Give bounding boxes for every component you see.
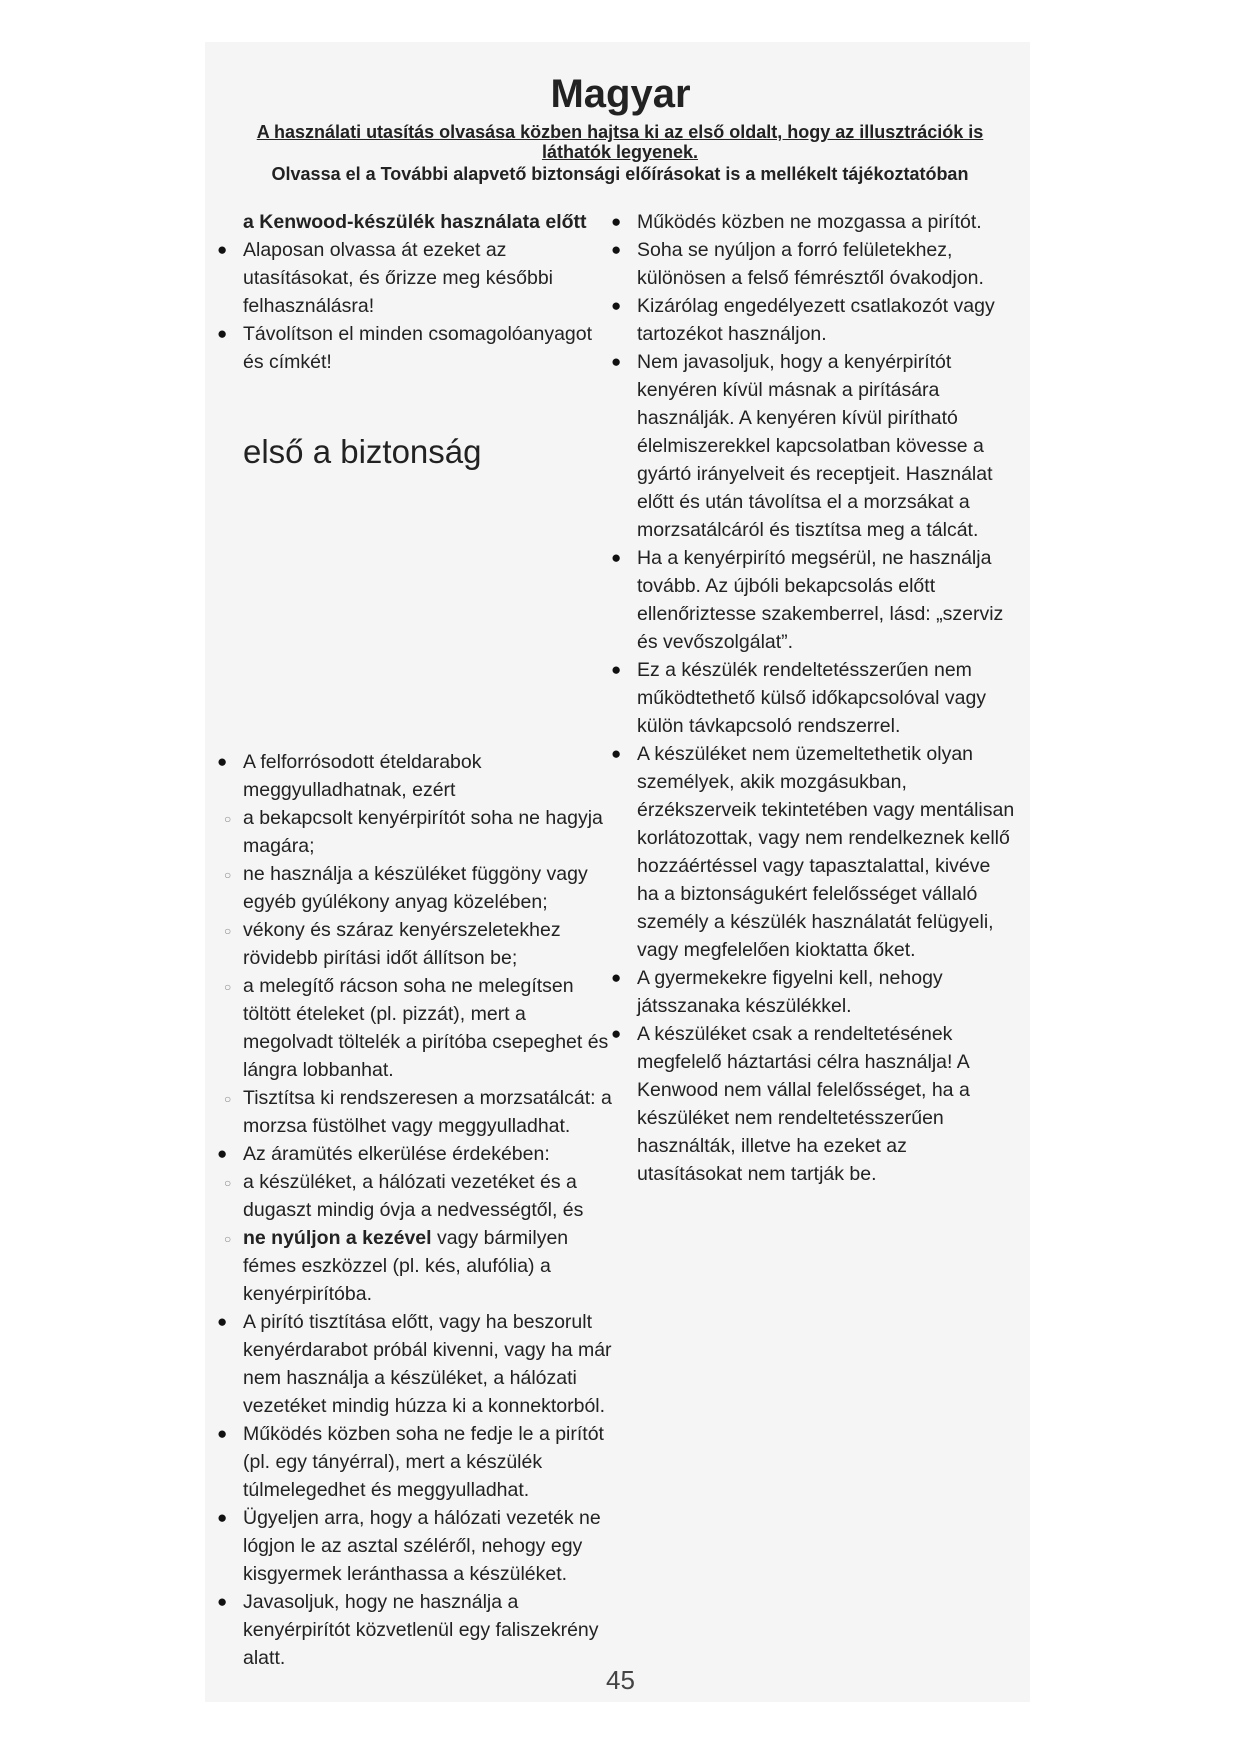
right-column — [637, 208, 1017, 1188]
list-item: ● A felforrósodott ételdarabok meggyulladhatnak, ezért — [243, 748, 613, 804]
sub-list-item — [243, 1224, 613, 1308]
list-item: ● Kizárólag engedélyezett csatlakozót vagy tartozékot használjon. — [637, 292, 1017, 348]
list-item: ● Távolítson el minden csomagolóanyagot és címkét! — [243, 320, 613, 376]
list-item: ● A pirító tisztítása előtt, vagy ha beszorult kenyérdarabot próbál kivenni, vagy ha már nem használja a készüléket, a hálózati vezetéket mindig húzza ki a konnektorból. — [243, 1308, 613, 1420]
sub-list-item: ○ a melegítő rácson soha ne melegítsen töltött ételeket (pl. pizzát), mert a megolvadt töltelék a pirítóba csepeghet és lángra lobbanhat. — [243, 972, 613, 1084]
foldout-instruction: A használati utasítás olvasása közben hajtsa ki az első oldalt, hogy az illusztrációk is láthatók legyenek. — [256, 122, 984, 162]
page-number: 45 — [606, 1665, 635, 1695]
emphasis-text: ne nyúljon a kezével — [243, 1227, 432, 1249]
list-item: ● A készüléket csak a rendeltetésének megfelelő háztartási célra használja! A Kenwood nem vállal felelősséget, ha a készüléket nem rendeltetésszerűen használták, illetve ha ezeket az utasításokat nem tartják be. — [637, 1020, 1017, 1188]
list-item: ● Nem javasoljuk, hogy a kenyérpirítót kenyéren kívül másnak a pirítására használják. A kenyéren kívül pirítható élelmiszerekkel kapcsolatban kövesse a gyártó irányelveit és receptjeit. Használat előtt és után távolítsa el a morzsákat a morzsatálcáról és tisztítsa meg a tálcát. — [637, 348, 1017, 544]
sub-list-item: ○ ne használja a készüléket függöny vagy egyéb gyúlékony anyag közelében; — [243, 860, 613, 916]
list-item: ● Működés közben ne mozgassa a pirítót. — [637, 208, 1017, 236]
list-item: ● Működés közben soha ne fedje le a pirítót (pl. egy tányérral), mert a készülék túlmelegedhet és meggyulladhat. — [243, 1420, 613, 1504]
list-item: ● Alaposan olvassa át ezeket az utasításokat, és őrizze meg későbbi felhasználásra! — [243, 236, 613, 320]
safety-leaflet-notice: Olvassa el a További alapvető biztonsági előírásokat is a mellékelt tájékoztatóban — [271, 164, 969, 184]
sub-list-item: ○ a bekapcsolt kenyérpirítót soha ne hagyja magára; — [243, 804, 613, 860]
page-title: Magyar — [550, 72, 691, 116]
list-item: ● A készüléket nem üzemeltethetik olyan személyek, akik mozgásukban, érzékszerveik tekintetében vagy mentálisan korlátozottak, vagy nem rendelkeznek kellő hozzáértéssel vagy tapasztalattal, kivéve ha a biztonságukért felelősséget vállaló személy a készülék használatát felügyeli, vagy megfelelően kioktatta őket. — [637, 740, 1017, 964]
list-item: ● Az áramütés elkerülése érdekében: — [243, 1140, 613, 1168]
list-item: ● A gyermekekre figyelni kell, nehogy játsszanaka készülékkel. — [637, 964, 1017, 1020]
list-item: ● Ha a kenyérpirító megsérül, ne használja tovább. Az újbóli bekapcsolás előtt ellenőriztesse szakemberrel, lásd: „szerviz és vevőszolgálat”. — [637, 544, 1017, 656]
left-column — [243, 208, 613, 1672]
sub-list-item: ○ Tisztítsa ki rendszeresen a morzsatálcát: a morzsa füstölhet vagy meggyulladhat. — [243, 1084, 613, 1140]
before-use-heading: a Kenwood-készülék használata előtt — [243, 211, 587, 233]
list-item: ● Ügyeljen arra, hogy a hálózati vezeték ne lógjon le az asztal széléről, nehogy egy kisgyermek leránthassa a készüléket. — [243, 1504, 613, 1588]
safety-heading: első a biztonság — [243, 433, 482, 470]
sub-list-item: ○ vékony és száraz kenyérszeletekhez rövidebb pirítási időt állítson be; — [243, 916, 613, 972]
list-item: ● Ez a készülék rendeltetésszerűen nem működtethető külső időkapcsolóval vagy külön távkapcsoló rendszerrel. — [637, 656, 1017, 740]
sub-list-item: ○ a készüléket, a hálózati vezetéket és a dugaszt mindig óvja a nedvességtől, és — [243, 1168, 613, 1224]
list-item: ● Javasoljuk, hogy ne használja a kenyérpirítót közvetlenül egy faliszekrény alatt. — [243, 1588, 613, 1672]
sub-list-item-text: vagy bármilyen fémes eszközzel (pl. kés, alufólia) a kenyérpirítóba. — [243, 1227, 569, 1305]
list-item: ● Soha se nyúljon a forró felületekhez, különösen a felső fémrésztől óvakodjon. — [637, 236, 1017, 292]
